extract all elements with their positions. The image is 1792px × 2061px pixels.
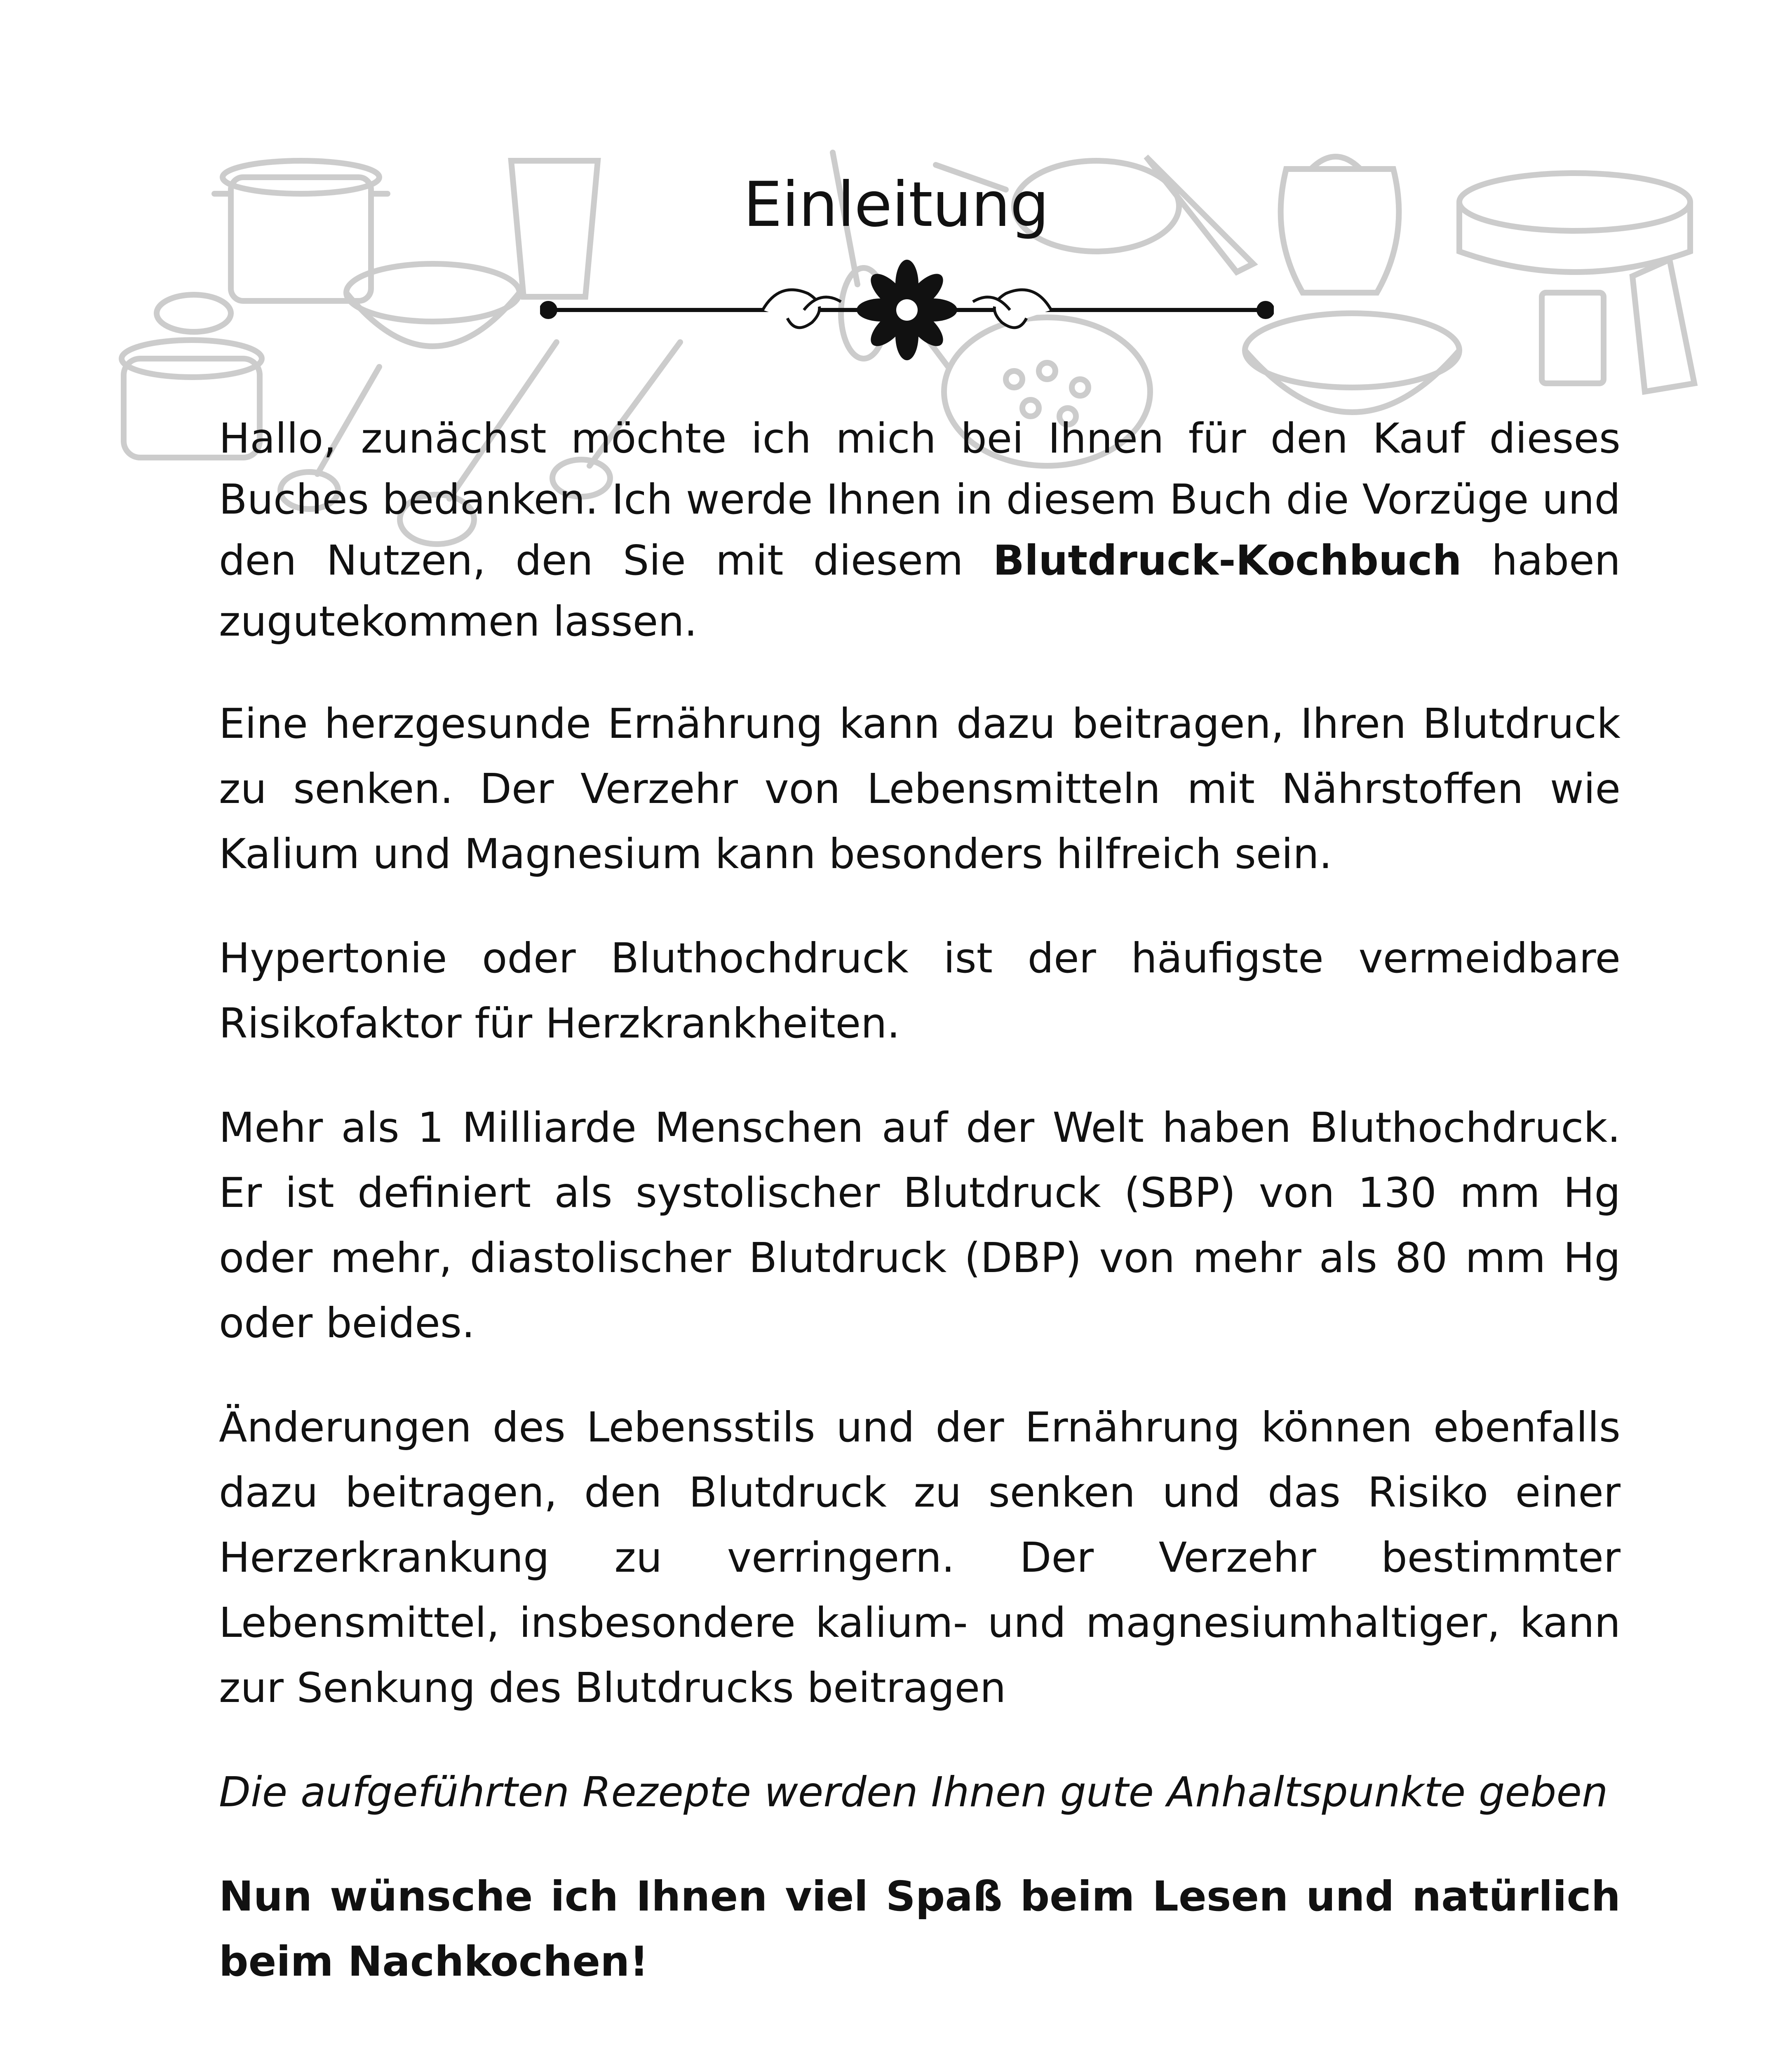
page-title: Einleitung [743,169,1049,241]
scale-icon [1542,293,1604,383]
closing-paragraph: Nun wünsche ich Ihnen viel Spaß beim Lesen und natürlich beim Nachkochen! [219,1872,1621,1986]
ornamental-divider [540,247,1274,371]
intro-text-end: haben zugutekommen lassen. [219,536,1621,646]
paragraph: Eine herzgesunde Ernährung kann dazu beitragen, Ihren Blutdruck zu senken. Der Verzehr von Lebensmitteln mit Nährstoffen wie Kalium und Magnesium kann besonders hilfreich sein. [219,700,1621,878]
paragraph: Mehr als 1 Milliarde Menschen auf der Welt haben Bluthochdruck. Er ist definiert als systolischer Blutdruck (SBP) von 130 mm Hg oder mehr, diastolischer Blutdruck (DBP) von mehr als 80 mm Hg oder beides. [219,1103,1621,1347]
paragraph: Änderungen des Lebensstils und der Ernährung können ebenfalls dazu beitragen, den Blutdruck zu senken und das Risiko einer Herzerkrankung zu verringern. Der Verzehr bestimmter Lebensmittel, insbesondere kalium- und magnesiumhaltiger, kann zur Senkung des Blutdrucks beitragen [219,1403,1621,1712]
bowl-icon [346,264,519,346]
flower-icon [857,260,957,360]
book-name: Blutdruck-Kochbuch [993,536,1462,584]
italic-note: Die aufgeführten Rezepte werden Ihnen gute Anhaltspunkte geben [219,1768,1608,1816]
intro-text: Hallo, zunächst möchte ich mich bei Ihnen für den Kauf dieses Buches bedanken. Ich werde Ihnen in diesem Buch die Vorzüge und den Nutzen, den Sie mit diesem [219,414,1621,584]
page-body [219,408,1621,2033]
intro-paragraph [219,408,1621,652]
paragraph: Hypertonie oder Bluthochdruck ist der häufigste vermeidbare Risikofaktor für Herzkrankheiten. [219,934,1621,1047]
grater-icon [1632,260,1694,392]
bowl-icon [1245,313,1459,412]
